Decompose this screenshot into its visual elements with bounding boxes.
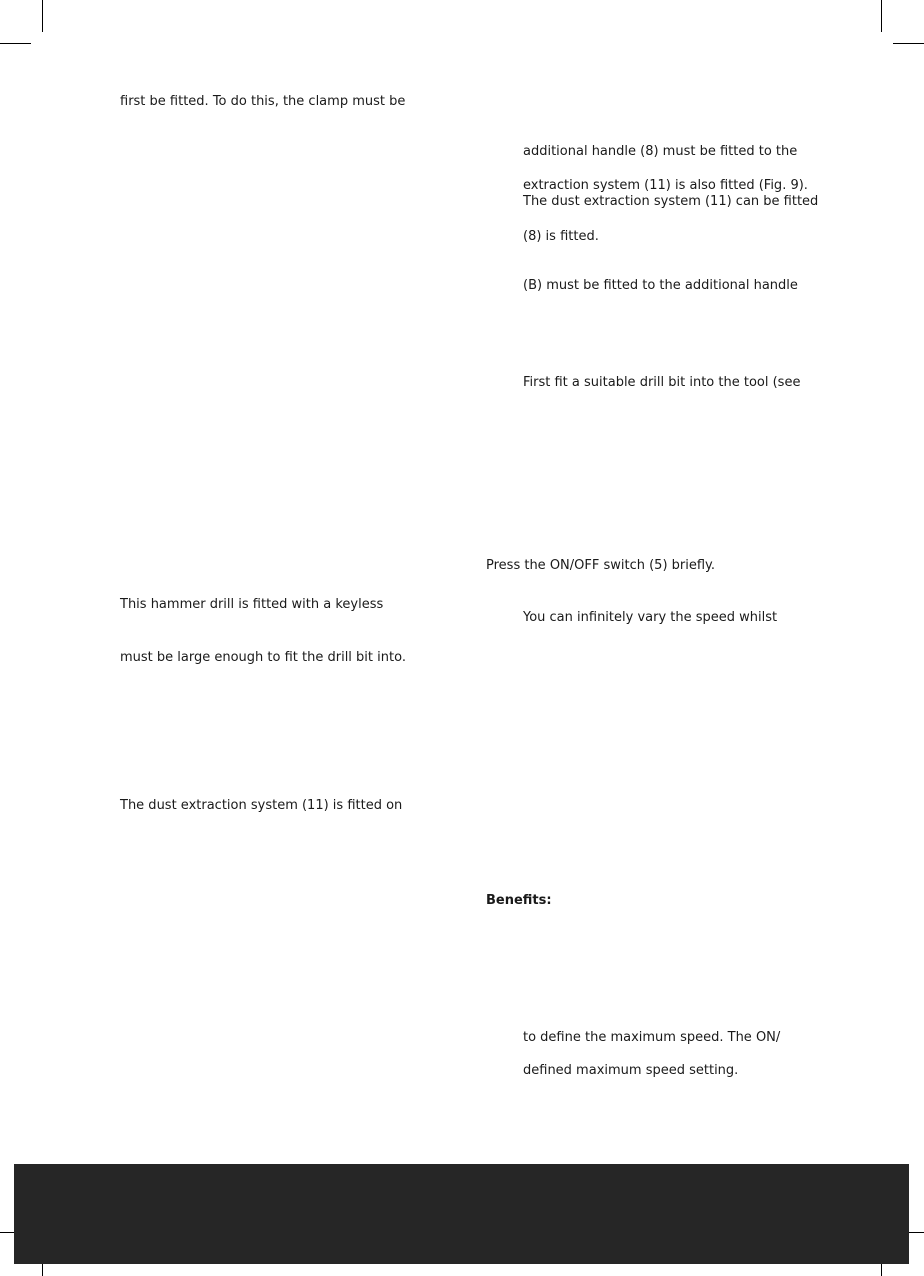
left-text-line: first be fitted. To do this, the clamp must be xyxy=(120,94,406,109)
left-text-line: must be large enough to fit the drill bit into. xyxy=(120,650,406,665)
crop-mark-top-right-v xyxy=(881,0,882,32)
right-text-line: First fit a suitable drill bit into the tool (see xyxy=(523,375,801,390)
right-text-line: defined maximum speed setting. xyxy=(523,1063,739,1078)
right-text-line: You can infinitely vary the speed whilst xyxy=(523,610,778,625)
crop-mark-top-right-h xyxy=(893,43,924,44)
left-text-line: The dust extraction system (11) is fitted on xyxy=(120,798,403,813)
right-text-line: The dust extraction system (11) can be fitted xyxy=(523,194,819,209)
footer-bar xyxy=(14,1164,909,1264)
crop-mark-top-left-v xyxy=(42,0,43,32)
right-text-line: (8) is fitted. xyxy=(523,229,599,244)
right-text-line: additional handle (8) must be fitted to the xyxy=(523,144,798,159)
crop-mark-top-left-h xyxy=(0,43,31,44)
right-text-line: to define the maximum speed. The ON/ xyxy=(523,1030,781,1045)
left-text-line: This hammer drill is fitted with a keyless xyxy=(120,597,384,612)
right-text-line: (B) must be fitted to the additional handle xyxy=(523,278,798,293)
right-text-line: Press the ON/OFF switch (5) briefly. xyxy=(486,558,716,573)
benefits-heading: Benefits: xyxy=(486,893,552,908)
right-text-line: extraction system (11) is also fitted (Fig. 9). xyxy=(523,178,808,193)
